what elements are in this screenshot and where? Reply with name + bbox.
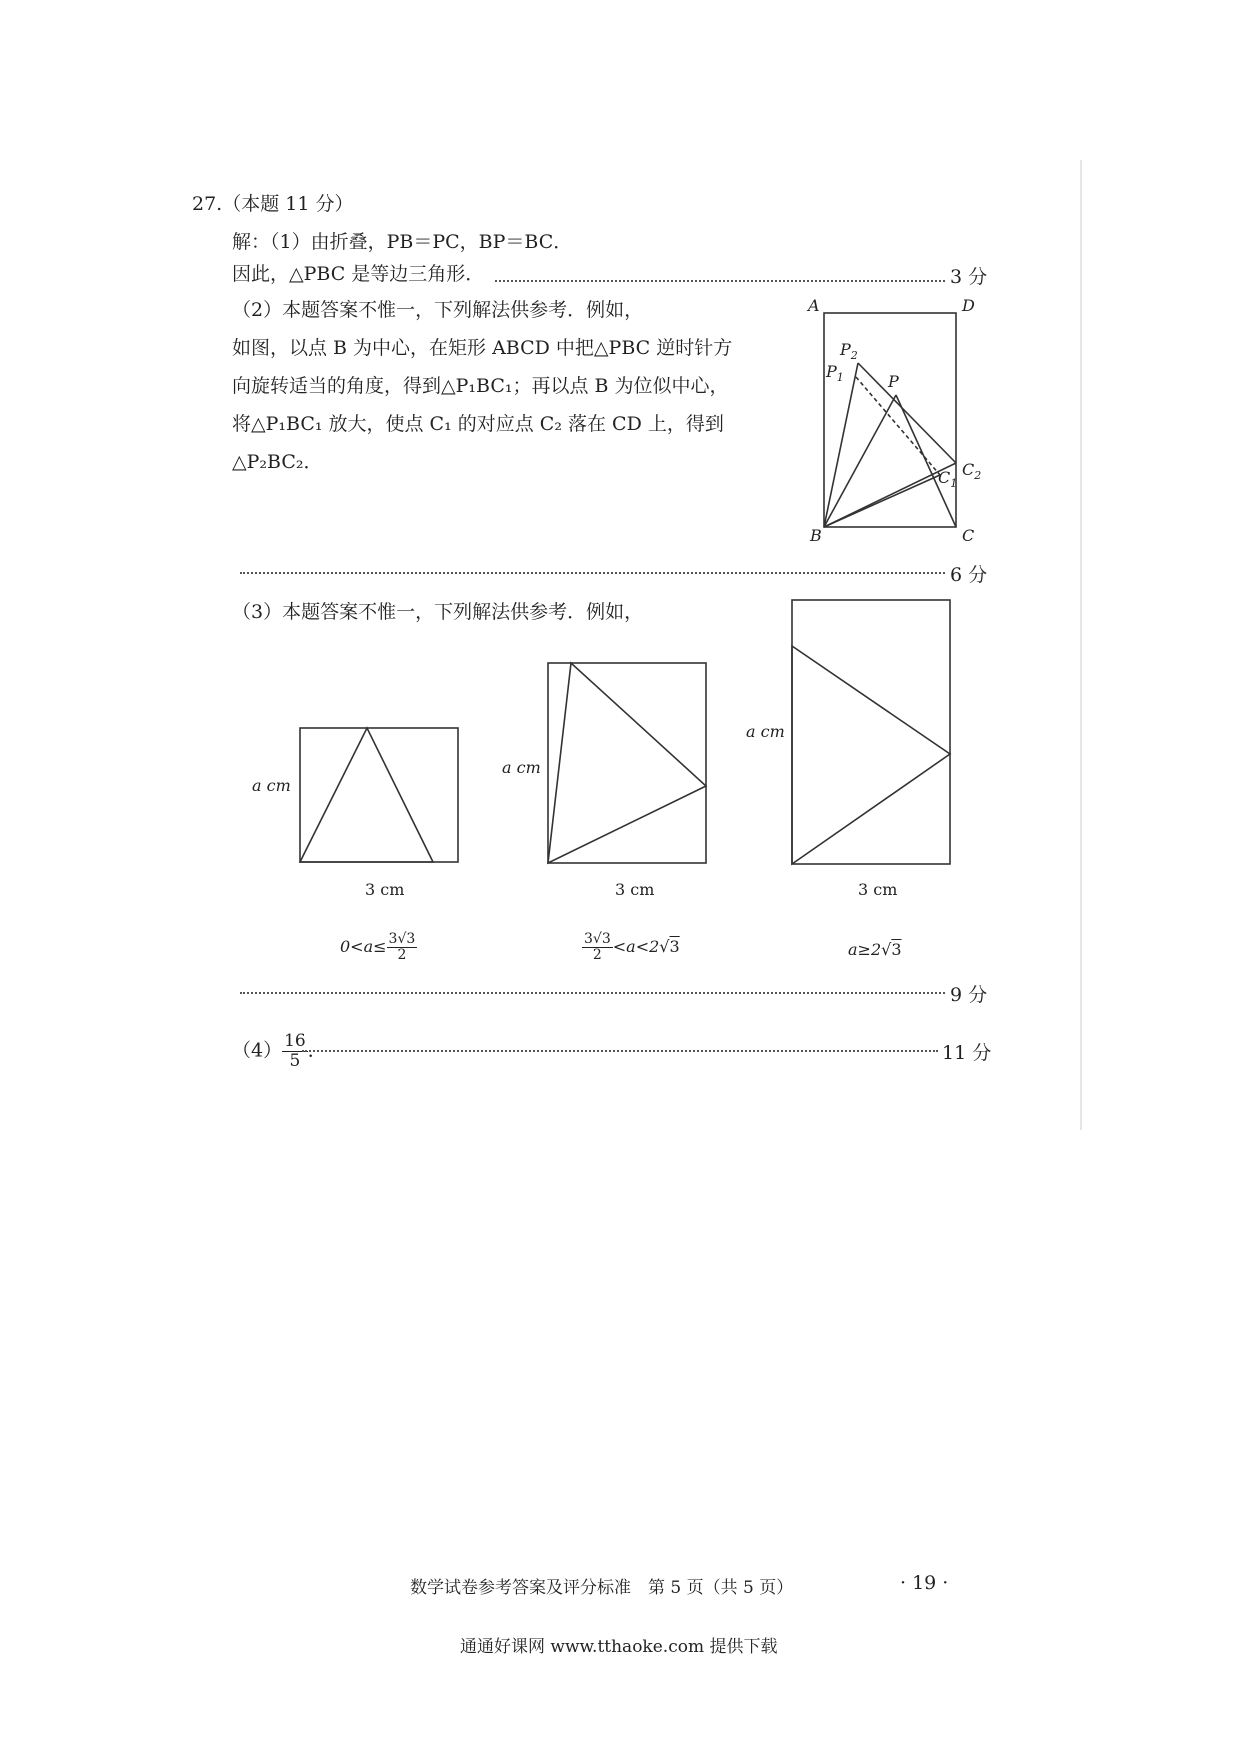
scan-edge-line [1080,160,1082,1130]
segment-p2c2 [858,363,956,463]
part3-line1: （3）本题答案不惟一，下列解法供参考．例如， [232,601,644,623]
score-3: 3 分 [950,266,988,288]
case2-rectangle [548,663,706,863]
page-number: · 19 · [900,1572,949,1594]
dot-leader [240,992,945,994]
part1-line2: 因此，△PBC 是等边三角形． [232,263,485,285]
segment-bp [824,395,896,527]
problem-number: 27.（本题 11 分） [192,193,354,215]
case2-triangle [548,663,706,863]
case3-side-label: a cm [746,722,785,741]
score-6: 6 分 [950,564,988,586]
figure-case3 [790,598,956,868]
figure-case1 [298,726,464,866]
label-b: B [810,526,822,545]
dot-leader [240,572,945,574]
part2-line5: △P₂BC₂． [232,451,323,473]
case2-side-label: a cm [502,758,541,777]
score-9: 9 分 [950,984,988,1006]
part2-line1: （2）本题答案不惟一，下列解法供参考．例如， [232,299,644,321]
case1-side-label: a cm [252,776,291,795]
label-a: A [808,296,820,315]
label-p1: $P_1$ [826,362,844,385]
footer-source: 通通好课网 www.tthaoke.com 提供下载 [460,1637,778,1657]
segment-pc [896,395,956,527]
part2-line2: 如图，以点 B 为中心，在矩形 ABCD 中把△PBC 逆时针方 [232,337,733,359]
case3-rectangle [792,600,950,864]
case1-triangle [300,728,433,862]
label-d: D [962,296,975,315]
case3-triangle [792,646,950,864]
case1-condition: 0<a≤ $\frac{3√3}{2}$ [340,931,416,963]
figure-rotation-diagram [800,295,980,545]
segment-bp2 [824,363,858,527]
label-c: C [962,526,975,545]
case2-width-label: 3 cm [615,880,655,899]
part4-answer: （4） $\frac{16}{5}$ ． [232,1031,327,1071]
case3-condition: a≥2√3 [848,940,902,959]
label-p: P [888,372,899,391]
label-p2: $P_2$ [840,340,858,363]
segment-bc1 [824,475,940,527]
figure-case2 [546,661,712,867]
case2-condition: $\frac{3√3}{2}$ <a<2√3 [584,931,680,963]
part1-line1: 解：（1）由折叠，PB＝PC，BP＝BC． [232,231,573,253]
case1-rectangle [300,728,458,862]
case1-width-label: 3 cm [365,880,405,899]
dot-leader [495,280,945,282]
part2-line4: 将△P₁BC₁ 放大，使点 C₁ 的对应点 C₂ 落在 CD 上，得到 [232,413,724,435]
problem-header: （本题 11 分） [222,193,354,215]
score-11: 11 分 [942,1042,992,1064]
dot-leader [302,1050,938,1052]
segment-p1c1-dashed [856,377,940,475]
label-c1: $C_1$ [938,468,958,491]
case3-width-label: 3 cm [858,880,898,899]
label-c2: $C_2$ [962,460,982,483]
footer-title: 数学试卷参考答案及评分标准 第 5 页（共 5 页） [410,1578,794,1598]
part2-line3: 向旋转适当的角度，得到△P₁BC₁；再以点 B 为位似中心， [232,375,729,397]
